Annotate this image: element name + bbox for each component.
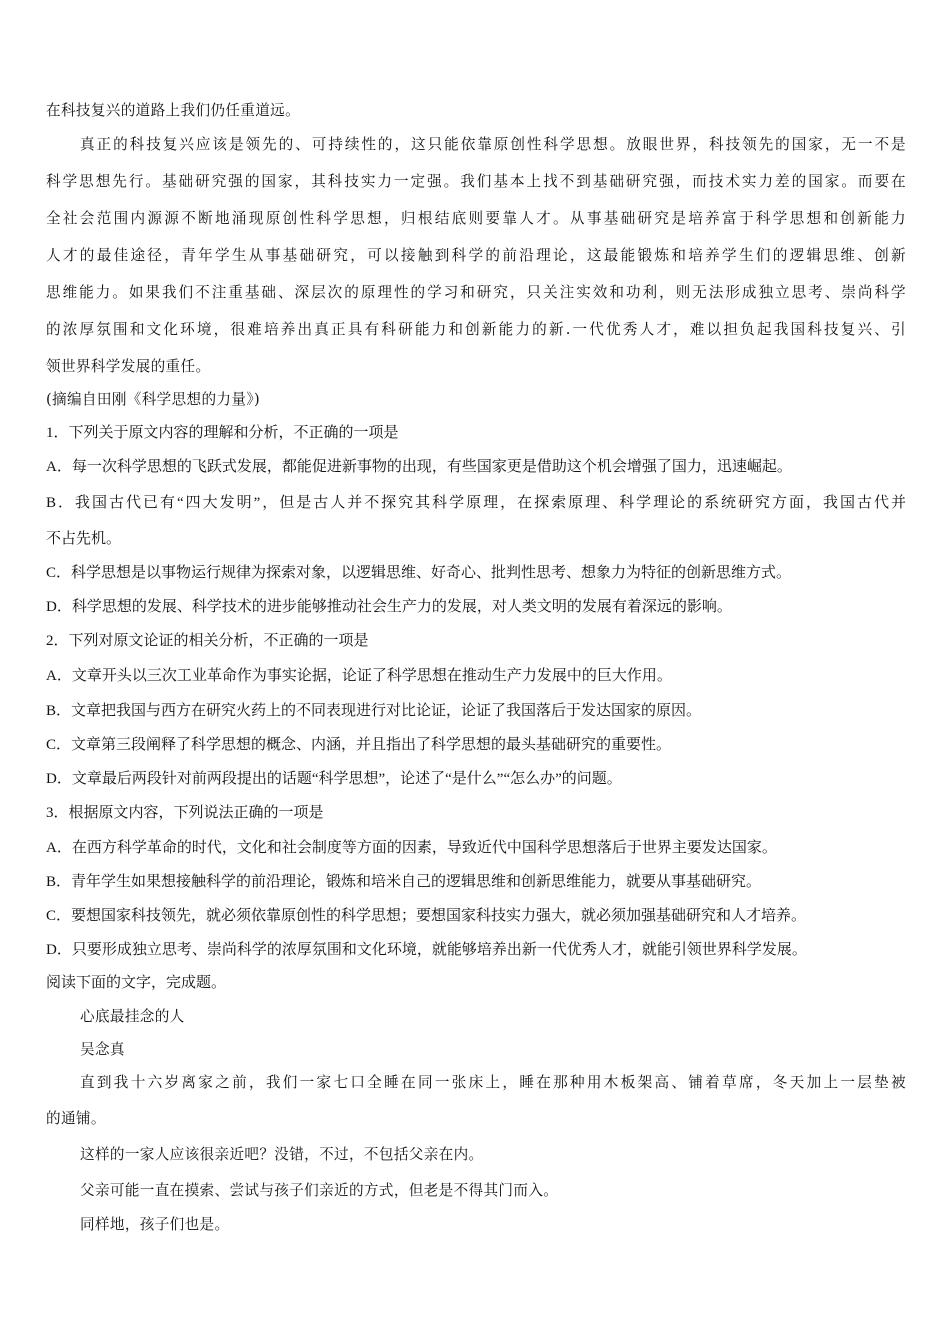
question-option: B．我国古代已有“四大发明”，但是古人并不探究其科学原理，在探索原理、科学理论的系统研究方面，我国古代并 (46, 495, 906, 511)
question-option: A．每一次科学思想的飞跃式发展，都能促进新事物的出现，有些国家更是借助这个机会增强了国力，迅速崛起。 (46, 459, 792, 475)
passage-line: 人才的最佳途径，青年学生从事基础研究，可以接触到科学的前沿理论，这最能锻炼和培养学生们的逻辑思维、创新 (46, 247, 906, 264)
question-option: D．只要形成独立思考、崇尚科学的浓厚氛围和文化环境，就能够培养出新一代优秀人才，就能引领世界科学发展。 (46, 942, 807, 958)
passage-line: 思维能力。如果我们不注重基础、深层次的原理性的学习和研究，只关注实效和功利，则无法形成独立思考、崇尚科学 (46, 284, 906, 301)
story-line: 这样的一家人应该很亲近吧？没错，不过，不包括父亲在内。 (80, 1146, 484, 1163)
passage-line: 的浓厚氛围和文化环境，很难培养出真正具有科研能力和创新能力的新.一代优秀人才，难以担负起我国科技复兴、引 (46, 321, 906, 338)
passage-line: 科学思想先行。基础研究强的国家，其科技实力一定强。我们基本上找不到基础研究强，而技术实力差的国家。而要在 (46, 173, 906, 190)
story-author: 吴念真 (80, 1041, 125, 1058)
question-option: D．文章最后两段针对前两段提出的话题“科学思想”，论述了“是什么”“怎么办”的问题。 (46, 771, 622, 787)
passage-line: 真正的科技复兴应该是领先的、可持续性的，这只能依靠原创性科学思想。放眼世界，科技领先的国家，无一不是 (80, 136, 906, 153)
reading-instruction: 阅读下面的文字，完成题。 (46, 975, 227, 991)
question-option: B．青年学生如果想接触科学的前沿理论，锻炼和培米自己的逻辑思维和创新思维能力，就要从事基础研究。 (46, 874, 762, 890)
question-option: D．科学思想的发展、科学技术的进步能够推动社会生产力的发展，对人类文明的发展有着深远的影响。 (46, 599, 732, 615)
question-option: A．在西方科学革命的时代，文化和社会制度等方面的因素，导致近代中国科学思想落后于世界主要发达国家。 (46, 840, 777, 856)
question-stem: 3．根据原文内容，下列说法正确的一项是 (46, 805, 324, 821)
story-line: 同样地，孩子们也是。 (80, 1216, 230, 1233)
passage-line: 领世界科学发展的重任。 (46, 358, 211, 375)
passage-line: 全社会范围内源源不断地涌现原创性科学思想，归根结底则要靠人才。从事基础研究是培养富于科学思想和创新能力 (46, 210, 906, 227)
story-line: 父亲可能一直在摸索、尝试与孩子们亲近的方式，但老是不得其门而入。 (80, 1182, 559, 1199)
question-option: C．文章第三段阐释了科学思想的概念、内涵，并且指出了科学思想的最头基础研究的重要性。 (46, 737, 672, 753)
question-option: A．文章开头以三次工业革命作为事实论据，论证了科学思想在推动生产力发展中的巨大作用。 (46, 668, 672, 684)
question-stem: 1．下列关于原文内容的理解和分析，不正确的一项是 (46, 425, 399, 441)
passage-line: 在科技复兴的道路上我们仍任重道远。 (46, 102, 301, 119)
question-option: 不占先机。 (46, 531, 122, 547)
question-option: C．要想国家科技领先，就必须依靠原创性的科学思想；要想国家科技实力强大，就必须加强基础研究和人才培养。 (46, 908, 807, 924)
question-stem: 2．下列对原文论证的相关分析，不正确的一项是 (46, 633, 369, 649)
question-option: B．文章把我国与西方在研究火药上的不同表现进行对比论证，论证了我国落后于发达国家的原因。 (46, 703, 702, 719)
story-title: 心底最挂念的人 (80, 1008, 185, 1025)
question-option: C．科学思想是以事物运行规律为探索对象，以逻辑思维、好奇心、批判性思考、想象力为特征的创新思维方式。 (46, 565, 792, 581)
story-line: 的通铺。 (46, 1110, 106, 1127)
passage-source: (摘编自田刚《科学思想的力量》) (46, 391, 261, 408)
story-line: 直到我十六岁离家之前，我们一家七口全睡在同一张床上，睡在那种用木板架高、铺着草席，冬天加上一层垫被 (80, 1074, 906, 1091)
